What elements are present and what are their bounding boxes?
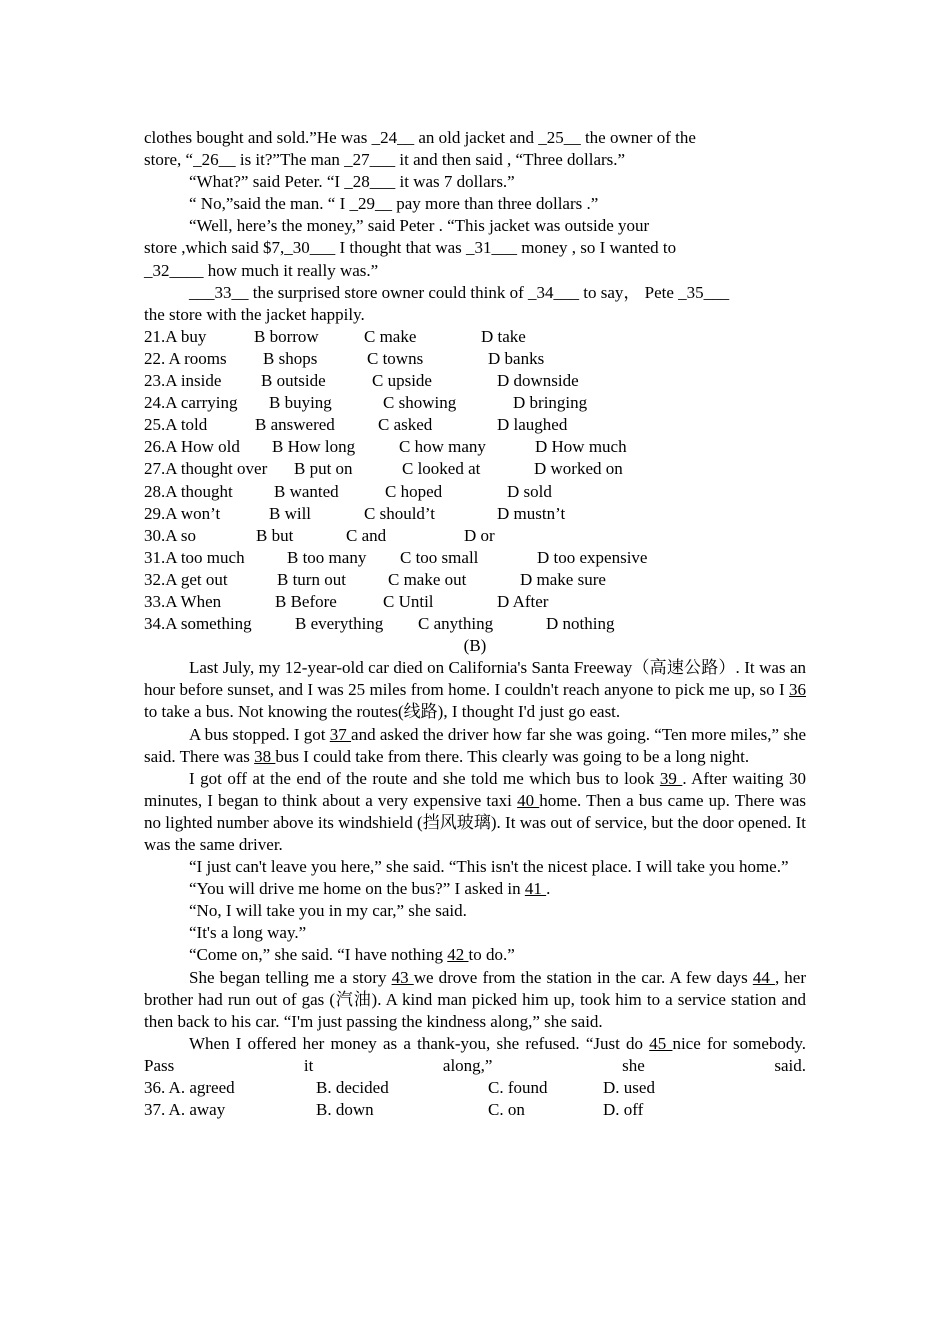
option-d: D nothing [546, 614, 615, 634]
passage-b-paragraph: She began telling me a story 43 we drove from the station in the car. A few days 44 , her brother had run out of gas (汽油). A kind man picked him up, took him to a service station and then back to his car. “I'm just passing the kindness along,” she said. [144, 967, 807, 1031]
option-row [144, 547, 806, 569]
passage-b-paragraph: A bus stopped. I got 37 and asked the driver how far she was going. “Ten more miles,” she said. There was 38 bus I could take from there. This clearly was going to be a long night. [144, 724, 806, 766]
option-c: C towns [367, 348, 424, 368]
option-b: B outside [261, 371, 326, 391]
passage-b-paragraph: Last July, my 12-year-old car died on California's Santa Freeway（高速公路）. It was an hour before sunset, and I was 25 miles from home. I couldn't reach anyone to pick me up, so I 36 to take a bus. Not knowing the routes(线路), I thought I'd just go east. [144, 658, 806, 722]
option-d: D bringing [513, 393, 588, 413]
option-row [144, 481, 806, 503]
option-a: 22. A rooms [144, 348, 227, 368]
blank-36: 36 [789, 680, 806, 700]
blank-38: 38 [254, 746, 276, 766]
passage-a-line: the store with the jacket happily. [144, 304, 365, 324]
option-d: D mustn’t [497, 503, 566, 523]
passage-a-line: _32____ how much it really was.” [144, 260, 379, 280]
option-a: 30.A so [144, 525, 196, 545]
option-d: D. off [603, 1100, 644, 1120]
option-b: B answered [255, 415, 335, 435]
section-b-label: (B) [463, 636, 487, 656]
passage-b [144, 657, 806, 1077]
option-d: D take [481, 326, 526, 346]
passage-b-paragraph: “You will drive me home on the bus?” I asked in 41 . [189, 879, 551, 899]
option-d: D downside [497, 371, 579, 391]
option-row [144, 569, 806, 591]
option-b: B but [256, 525, 294, 545]
option-a: 32.A get out [144, 569, 228, 589]
passage-a-dialogue: “Well, here’s the money,” said Peter . “This jacket was outside your [189, 216, 650, 236]
option-row [144, 1099, 806, 1121]
option-a: 37. A. away [144, 1100, 226, 1120]
option-c: C how many [399, 437, 486, 457]
blank-43: 43 [391, 967, 414, 987]
option-row [144, 326, 806, 348]
option-row [144, 525, 806, 547]
option-d: D sold [507, 481, 552, 501]
option-a: 23.A inside [144, 371, 222, 391]
passage-b-paragraph: I got off at the end of the route and she told me which bus to look 39 . After waiting 30 minutes, I began to think about a very expensive taxi 40 home. Then a bus came up. There was no lighted number above its windshield (挡风玻璃). It was out of service, but the door opened. It was the same driver. [144, 768, 807, 854]
option-c: C should’t [364, 503, 436, 523]
option-b: B everything [295, 614, 384, 634]
option-d: D How much [535, 437, 627, 457]
option-b: B turn out [277, 569, 346, 589]
passage-b-paragraph: “It's a long way.” [189, 923, 307, 943]
option-a: 24.A carrying [144, 393, 238, 413]
blank-44: 44 [752, 967, 775, 987]
option-a: 21.A buy [144, 326, 207, 346]
blank-37: 37 [329, 724, 352, 744]
option-c: C anything [418, 614, 494, 634]
passage-a-dialogue: “ No,”said the man. “ I _29__ pay more than three dollars .” [189, 194, 599, 214]
option-row [144, 1077, 806, 1099]
option-row [144, 348, 806, 370]
option-c: C hoped [385, 481, 443, 501]
option-d: D banks [488, 348, 545, 368]
option-row [144, 613, 806, 635]
blank-45: 45 [649, 1033, 673, 1053]
option-d: D. used [603, 1078, 655, 1098]
option-b: B put on [294, 459, 353, 479]
option-c: C and [346, 525, 387, 545]
passage-a-line: clothes bought and sold.”He was _24__ an old jacket and _25__ the owner of the [144, 128, 696, 147]
option-b: B wanted [274, 481, 339, 501]
option-d: D laughed [497, 415, 568, 435]
option-row [144, 503, 806, 525]
option-a: 31.A too much [144, 547, 245, 567]
option-b: B. decided [316, 1078, 389, 1098]
option-c: C. on [488, 1100, 525, 1120]
passage-b-paragraph: “I just can't leave you here,” she said. “This isn't the nicest place. I will take you home.” [189, 857, 789, 877]
option-a: 36. A. agreed [144, 1078, 235, 1098]
option-b: B How long [272, 437, 356, 457]
passage-b-paragraph: When I offered her money as a thank-you, she refused. “Just do 45 nice for somebody. Pass it along,” she said. [144, 1033, 807, 1075]
passage-b-paragraph: “Come on,” she said. “I have nothing 42 to do.” [189, 945, 515, 965]
blank-40: 40 [517, 790, 540, 810]
option-c: C asked [378, 415, 433, 435]
option-row [144, 436, 806, 458]
option-a: 26.A How old [144, 437, 240, 457]
option-d: D make sure [520, 569, 606, 589]
option-d: D After [497, 591, 549, 611]
passage-b-paragraph: “No, I will take you in my car,” she said. [189, 901, 467, 921]
option-b: B buying [269, 393, 332, 413]
options-list-a [144, 326, 806, 635]
option-c: C make [364, 326, 417, 346]
option-a: 25.A told [144, 415, 208, 435]
option-d: D too expensive [537, 547, 648, 567]
option-d: D worked on [534, 459, 623, 479]
option-c: C showing [383, 393, 457, 413]
option-a: 34.A something [144, 614, 252, 634]
blank-42: 42 [447, 945, 469, 965]
option-b: B shops [263, 348, 318, 368]
option-c: C make out [388, 569, 467, 589]
option-row [144, 458, 806, 480]
option-b: B. down [316, 1100, 374, 1120]
option-a: 28.A thought [144, 481, 233, 501]
document-page [144, 127, 806, 1121]
option-row [144, 392, 806, 414]
option-b: B Before [275, 591, 337, 611]
blank-39: 39 [659, 768, 683, 788]
option-c: C. found [488, 1078, 548, 1098]
passage-a-line: store, “_26__ is it?”The man _27___ it and then said , “Three dollars.” [144, 150, 626, 170]
option-a: 33.A When [144, 591, 222, 611]
option-row [144, 591, 806, 613]
option-d: D or [464, 525, 495, 545]
passage-a-line: ___33__ the surprised store owner could think of _34___ to say， Pete _35___ [189, 282, 730, 302]
option-a: 29.A won’t [144, 503, 221, 523]
option-row [144, 414, 806, 436]
option-a: 27.A thought over [144, 459, 268, 479]
option-b: B will [269, 503, 312, 523]
option-c: C too small [400, 547, 479, 567]
option-b: B borrow [254, 326, 319, 346]
blank-41: 41 [524, 879, 547, 899]
option-b: B too many [287, 547, 367, 567]
passage-a-dialogue: “What?” said Peter. “I _28___ it was 7 dollars.” [189, 172, 515, 192]
option-c: C upside [372, 371, 432, 391]
option-c: C looked at [402, 459, 481, 479]
option-c: C Until [383, 591, 434, 611]
options-list-b [144, 1077, 806, 1121]
passage-a-line: store ,which said $7,_30___ I thought that was _31___ money , so I wanted to [144, 238, 677, 258]
option-row [144, 370, 806, 392]
